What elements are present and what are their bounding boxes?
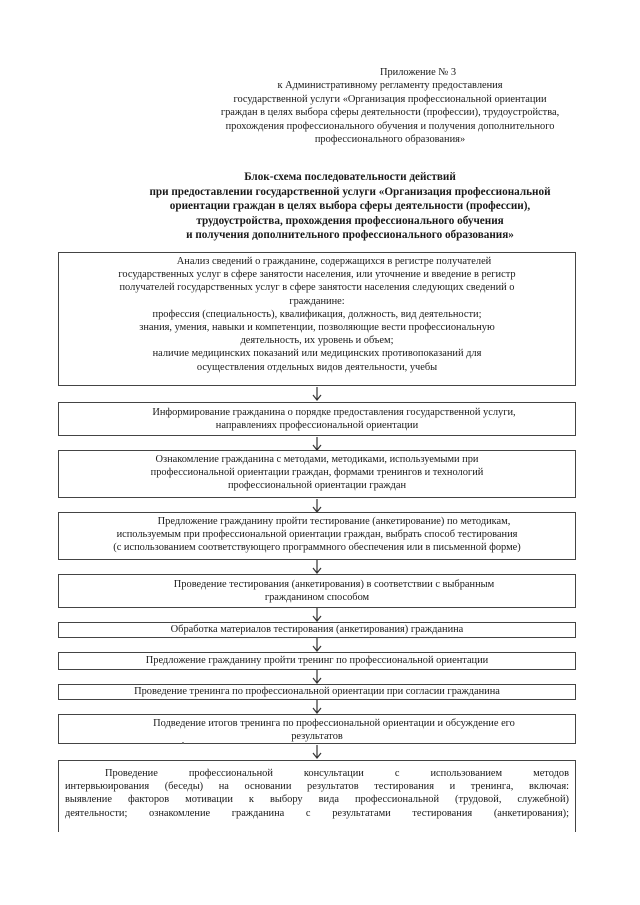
- title-line: Блок-схема последовательности действий: [244, 171, 456, 183]
- step-text-line: используемым при профессиональной ориентации граждан, выбрать способ тестирования: [116, 529, 518, 541]
- flow-step-2: [58, 402, 576, 436]
- step-text-line: выявление факторов мотивации к выбору вида профессиональной (трудовой, служебной): [65, 794, 569, 806]
- title-line: при предоставлении государственной услуги «Организация профессиональной: [149, 185, 551, 198]
- flow-step-1: [58, 252, 576, 386]
- step-text-line: получателей государственных услуг в сфере занятости населения следующих сведений о: [119, 282, 515, 294]
- flow-step-4: [58, 512, 576, 560]
- step-text-line: деятельности; ознакомление гражданина с результатами тестирования (анкетирования);: [65, 807, 569, 819]
- flow-step-8: [58, 684, 576, 700]
- step-text-line: Подведение итогов тренинга по профессиональной ориентации и обсуждение его: [153, 718, 515, 729]
- step-text-line: Проведение профессиональной консультации с использованием методов: [105, 768, 569, 779]
- title-line: и получения дополнительного профессионального образования»: [186, 229, 514, 242]
- title-line: ориентации граждан в целях выбора сферы деятельности (профессии),: [169, 200, 531, 213]
- appendix-line: Приложение № 3: [379, 67, 457, 78]
- flow-step-3: [58, 450, 576, 498]
- flow-arrow-down-icon: [309, 700, 325, 714]
- step-text-line: наличие медицинских показаний или медицинских противопоказаний для: [152, 348, 482, 360]
- appendix-line: граждан в целях выбора сферы деятельности (профессии), трудоустройства,: [220, 107, 560, 119]
- step-text-line: деятельность, их уровень и объем;: [240, 335, 394, 347]
- step-text-line: гражданином способом: [264, 592, 370, 604]
- step-text-line: осуществления отдельных видов деятельности, учебы: [196, 361, 438, 373]
- flow-arrow-down-icon: [309, 387, 325, 401]
- appendix-line: прохождения профессионального обучения и получения дополнительного: [225, 120, 555, 132]
- appendix-line: профессионального образования»: [314, 134, 466, 146]
- flow-arrow-down-icon: [309, 437, 325, 451]
- flow-arrow-down-icon: [309, 638, 325, 652]
- step-text-line: Предложение гражданину пройти тестирование (анкетирование) по методикам,: [157, 516, 511, 527]
- step-text-line: интервьюирования (беседы) на основании результатов тестирования и тренинга, включая:: [65, 781, 569, 793]
- step-text-line: профессиональной ориентации граждан: [227, 480, 407, 492]
- step-text-line: Предложение гражданину пройти тренинг по профессиональной ориентации: [145, 655, 489, 666]
- flow-arrow-down-icon: [309, 745, 325, 759]
- step-text-line: Анализ сведений о гражданине, содержащихся в регистре получателей: [176, 256, 492, 267]
- flow-step-9: [58, 714, 576, 744]
- flow-step-10: [58, 760, 576, 832]
- step-text-line: Проведение тестирования (анкетирования) в соответствии с выбранным: [173, 579, 495, 590]
- step-text-line: профессиональной ориентации граждан, формами тренингов и технологий: [150, 467, 484, 479]
- step-text-line: государственных услуг в сфере занятости населения, или уточнение и введение в регистр: [118, 269, 516, 281]
- flow-arrow-down-icon: [309, 560, 325, 574]
- scan-speck: [182, 742, 184, 744]
- flow-step-5: [58, 574, 576, 608]
- flow-step-7: [58, 652, 576, 670]
- step-text-line: профессия (специальность), квалификация, должность, вид деятельности;: [152, 308, 482, 320]
- document-title: [70, 170, 630, 243]
- appendix-line: к Административному регламенту предоставления: [277, 80, 503, 92]
- appendix-header: [190, 66, 590, 146]
- step-text-line: Информирование гражданина о порядке предоставления государственной услуги,: [152, 407, 516, 418]
- step-text-line: результатов: [291, 731, 343, 743]
- step-text-line: Обработка материалов тестирования (анкетирования) гражданина: [170, 624, 464, 635]
- flow-arrow-down-icon: [309, 608, 325, 622]
- flow-step-6: [58, 622, 576, 638]
- flow-arrow-down-icon: [309, 499, 325, 513]
- step-text-line: направлениях профессиональной ориентации: [215, 420, 419, 432]
- title-line: трудоустройства, прохождения профессионального обучения: [196, 214, 504, 227]
- step-text-line: гражданине:: [289, 295, 345, 307]
- step-text-line: (с использованием соответствующего программного обеспечения или в письменной форме): [113, 542, 521, 554]
- step-text-line: Ознакомление гражданина с методами, методиками, используемыми при: [155, 454, 479, 465]
- step-text-line: Проведение тренинга по профессиональной ориентации при согласии гражданина: [134, 686, 500, 697]
- appendix-line: государственной услуги «Организация профессиональной ориентации: [233, 93, 547, 105]
- flow-arrow-down-icon: [309, 670, 325, 684]
- step-text-line: знания, умения, навыки и компетенции, позволяющие вести профессиональную: [139, 322, 495, 334]
